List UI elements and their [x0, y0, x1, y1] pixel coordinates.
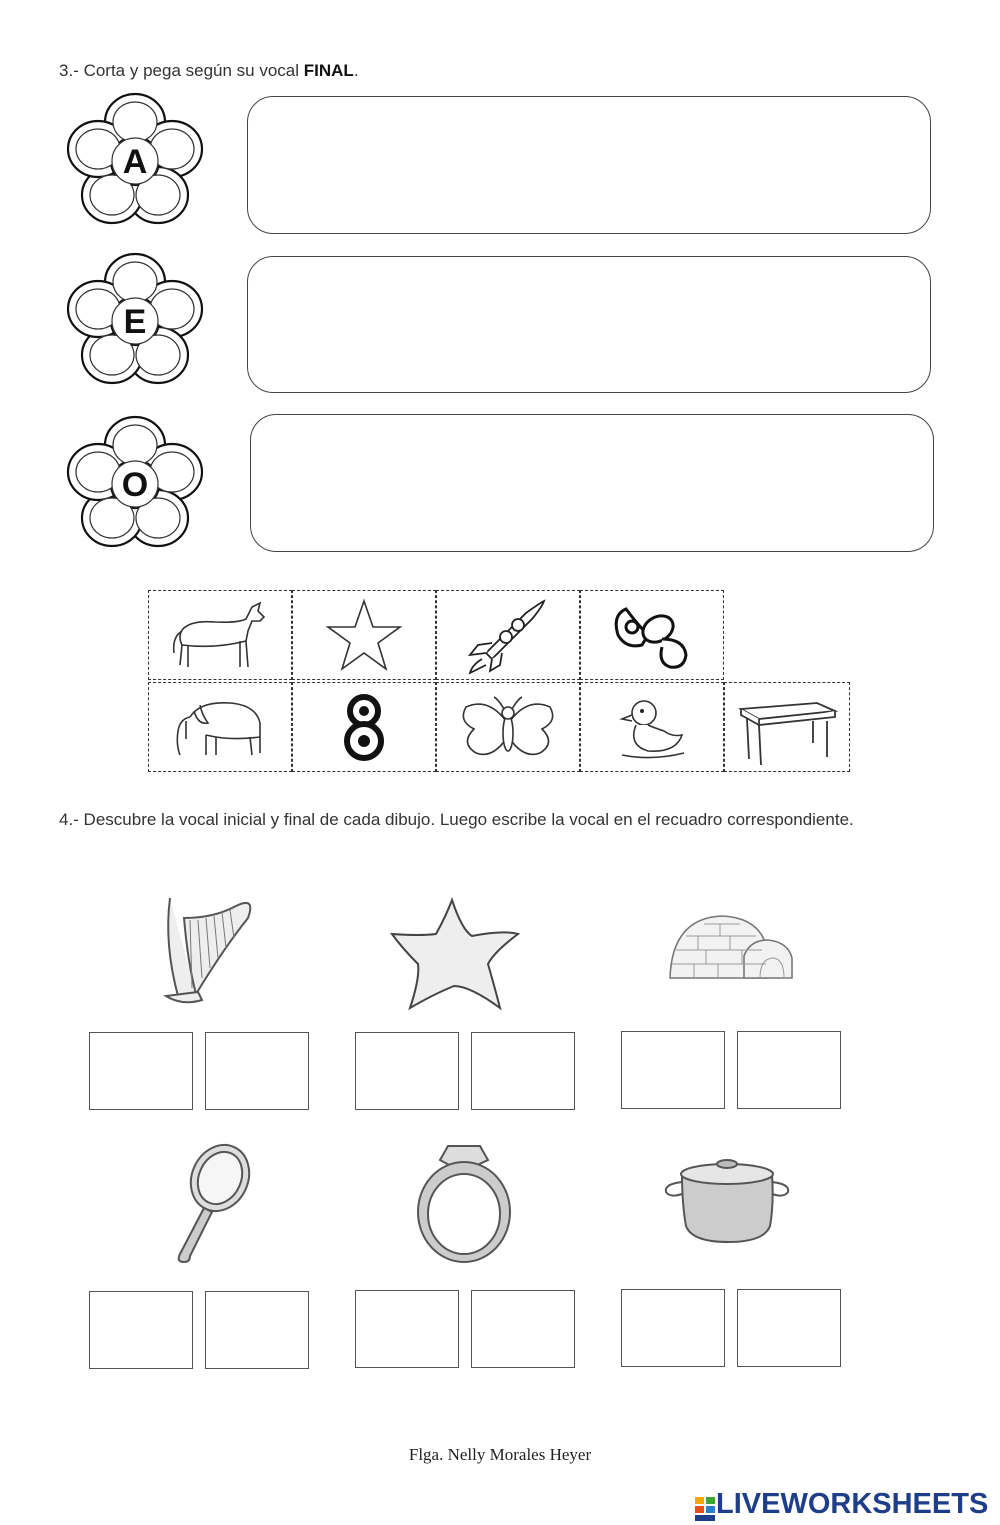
answer-box-igloo-initial[interactable] [621, 1031, 725, 1109]
flower-o [60, 410, 210, 560]
answer-box-igloo-final[interactable] [737, 1031, 841, 1109]
picture-pot [662, 1144, 792, 1279]
exercise-3-bold-word: FINAL [303, 61, 354, 80]
flower-letter: A [122, 142, 148, 181]
paste-box-e[interactable] [247, 256, 931, 393]
cut-card-eight[interactable] [292, 682, 436, 772]
picture-harp [144, 884, 274, 1019]
horse-icon [160, 595, 280, 675]
cut-card-star[interactable] [292, 590, 436, 680]
cut-card-elephant[interactable] [148, 682, 292, 772]
cut-card-table[interactable] [724, 682, 850, 772]
brand-logo [694, 1488, 994, 1520]
paste-box-o[interactable] [250, 414, 934, 552]
answer-box-star-final[interactable] [471, 1032, 575, 1110]
answer-box-mirror-final[interactable] [205, 1291, 309, 1369]
author-credit: Flga. Nelly Morales Heyer [408, 1445, 592, 1464]
picture-star [390, 890, 520, 1025]
picture-igloo [664, 888, 794, 1023]
cut-card-horse[interactable] [148, 590, 292, 680]
answer-box-harp-final[interactable] [205, 1032, 309, 1110]
liveworksheets-logo-icon [694, 1495, 716, 1523]
flower-e [60, 247, 210, 397]
mirror-icon [150, 1138, 280, 1268]
cut-card-butterfly[interactable] [436, 682, 580, 772]
ring-icon [400, 1140, 530, 1270]
cut-card-duck[interactable] [580, 682, 724, 772]
star-icon [390, 890, 520, 1020]
answer-box-ring-initial[interactable] [355, 1290, 459, 1368]
pacifier-icon [592, 595, 712, 675]
exercise-3-instruction [59, 60, 359, 81]
answer-box-star-initial[interactable] [355, 1032, 459, 1110]
cut-card-rocket[interactable] [436, 590, 580, 680]
duck-icon [592, 687, 712, 767]
picture-ring [400, 1140, 530, 1275]
exercise-3-number: 3.- [59, 61, 79, 80]
igloo-icon [664, 888, 794, 1018]
answer-box-pot-final[interactable] [737, 1289, 841, 1367]
exercise-3-text: Corta y pega según su vocal [78, 61, 304, 80]
paste-box-a[interactable] [247, 96, 931, 234]
answer-box-harp-initial[interactable] [89, 1032, 193, 1110]
rocket-icon [448, 595, 568, 675]
elephant-icon [160, 687, 280, 767]
star-icon [304, 595, 424, 675]
exercise-4-instruction: 4.- Descubre la vocal inicial y final de cada dibujo. Luego escribe la vocal en el recuadro correspondiente. [59, 810, 854, 829]
pot-icon [662, 1144, 792, 1274]
butterfly-icon [448, 687, 568, 767]
answer-box-ring-final[interactable] [471, 1290, 575, 1368]
flower-letter: E [123, 302, 147, 341]
flower-letter: O [121, 465, 149, 504]
picture-mirror [150, 1138, 280, 1273]
exercise-3-period: . [353, 61, 359, 80]
flower-a [60, 87, 210, 237]
answer-box-mirror-initial[interactable] [89, 1291, 193, 1369]
cut-card-pacifier[interactable] [580, 590, 724, 680]
brand-name: LIVEWORKSHEETS [716, 1488, 989, 1520]
table-icon [727, 687, 847, 767]
number-eight-icon [304, 687, 424, 767]
harp-icon [144, 884, 274, 1014]
answer-box-pot-initial[interactable] [621, 1289, 725, 1367]
